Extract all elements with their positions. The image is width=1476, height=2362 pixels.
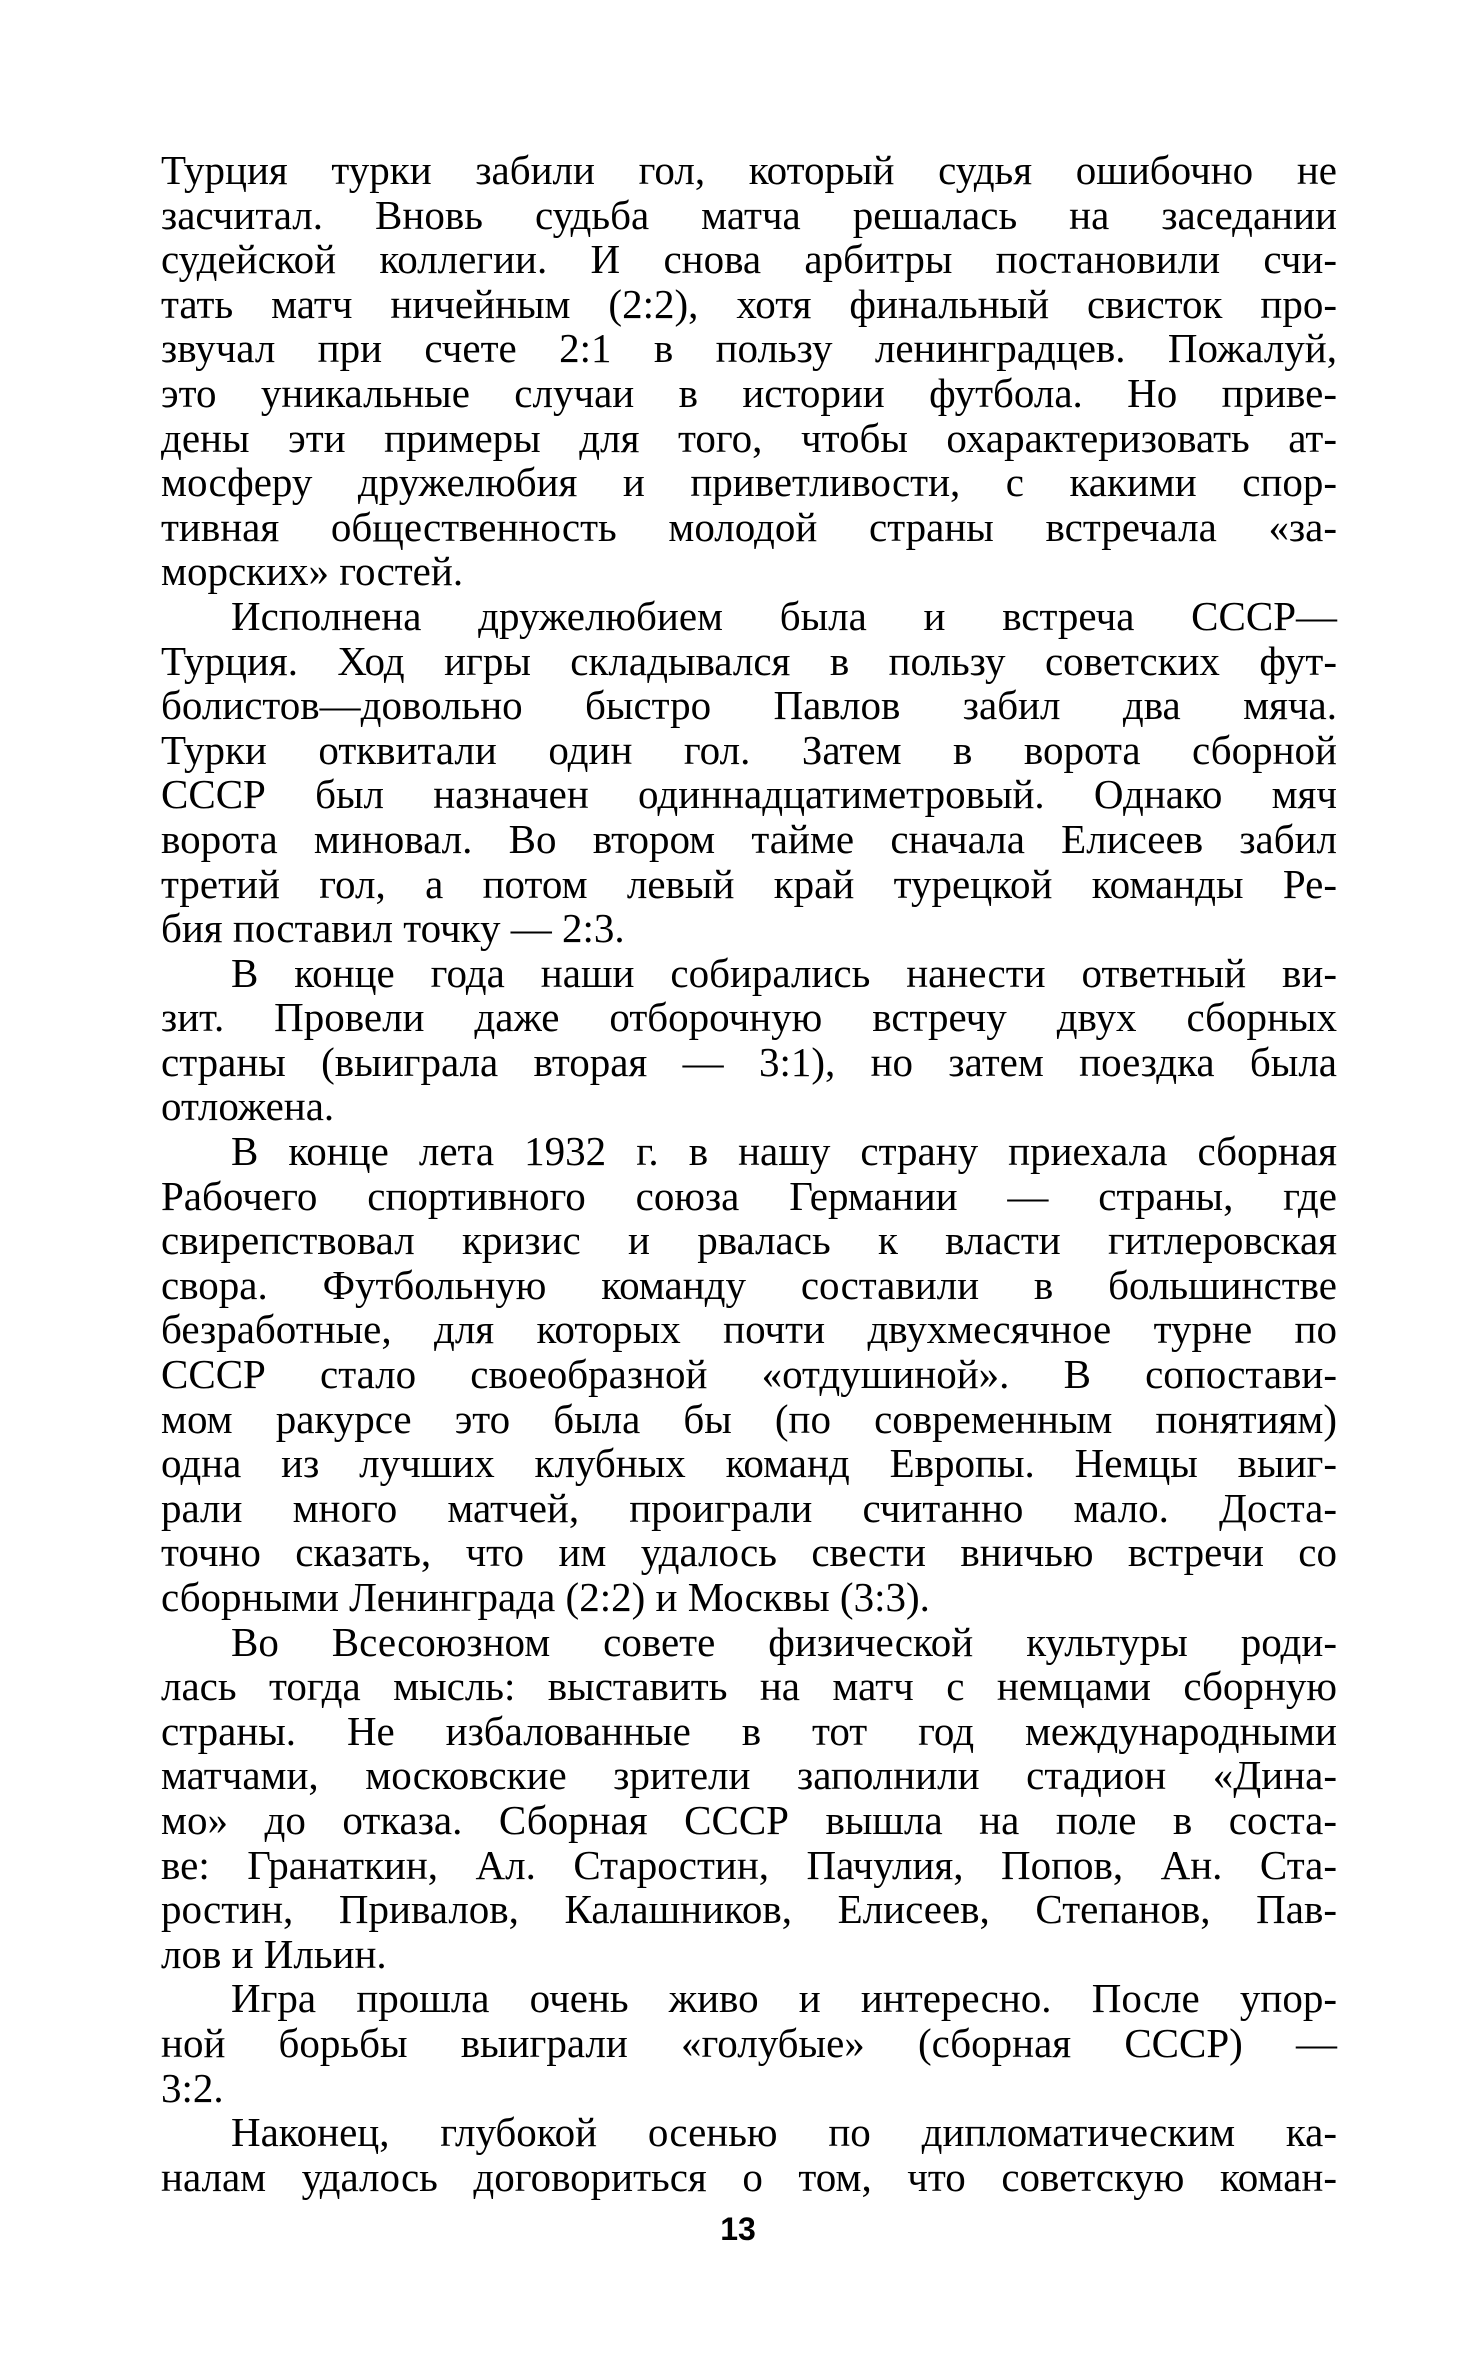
text-line: страны (выиграла вторая — 3:1), но затем поездка была xyxy=(161,1038,1337,1085)
text-line: ростин, Привалов, Калашников, Елисеев, Степанов, Пав- xyxy=(161,1886,1337,1933)
text-line: это уникальные случаи в истории футбола. Но приве- xyxy=(161,369,1337,416)
text-line: лов и Ильин. xyxy=(161,1930,387,1977)
text-line: СССР был назначен одиннадцатиметровый. Однако мяч xyxy=(161,771,1337,818)
text-line: рали много матчей, проиграли считанно мало. Доста- xyxy=(161,1484,1337,1531)
text-line: ворота миновал. Во втором тайме сначала Елисеев забил xyxy=(161,815,1337,862)
text-line: Турция турки забили гол, который судья ошибочно не xyxy=(161,147,1337,193)
text-line: дены эти примеры для того, чтобы охарактеризовать ат- xyxy=(161,414,1337,461)
text-line: ве: Гранаткин, Ал. Старостин, Пачулия, Попов, Ан. Ста- xyxy=(161,1841,1337,1888)
text-line: тивная общественность молодой страны встречала «за- xyxy=(161,503,1337,550)
text-line: безработные, для которых почти двухмесячное турне по xyxy=(161,1306,1337,1353)
text-line: зит. Провели даже отборочную встречу двух сборных xyxy=(161,994,1337,1041)
text-line: Турция. Ход игры складывался в пользу советских фут- xyxy=(161,637,1337,684)
text-line: болистов—довольно быстро Павлов забил два мяча. xyxy=(161,682,1337,729)
text-line: В конце года наши собирались нанести ответный ви- xyxy=(231,949,1337,996)
text-line: мосферу дружелюбия и приветливости, с какими спор- xyxy=(161,459,1337,506)
text-line: Исполнена дружелюбием была и встреча СССР— xyxy=(231,592,1337,639)
text-line: свора. Футбольную команду составили в большинстве xyxy=(161,1261,1337,1308)
text-line: Игра прошла очень живо и интересно. После упор- xyxy=(231,1975,1337,2022)
text-line: Турки отквитали один гол. Затем в ворота сборной xyxy=(161,726,1337,773)
text-line: Во Всесоюзном совете физической культуры роди- xyxy=(231,1618,1337,1665)
text-line: засчитал. Вновь судьба матча решалась на заседании xyxy=(161,191,1337,238)
text-line: мо» до отказа. Сборная СССР вышла на поле в соста- xyxy=(161,1796,1337,1843)
text-line: матчами, московские зрители заполнили стадион «Дина- xyxy=(161,1752,1337,1799)
text-line: страны. Не избалованные в тот год международными xyxy=(161,1707,1337,1754)
body-text xyxy=(161,148,1337,2199)
text-line: налам удалось договориться о том, что советскую коман- xyxy=(161,2153,1337,2200)
text-line: лась тогда мысль: выставить на матч с немцами сборную xyxy=(161,1663,1337,1710)
text-line: судейской коллегии. И снова арбитры постановили счи- xyxy=(161,236,1337,283)
text-line: свирепствовал кризис и рвалась к власти гитлеровская xyxy=(161,1217,1337,1264)
text-line: Наконец, глубокой осенью по дипломатическим ка- xyxy=(231,2109,1337,2156)
text-line: 3:2. xyxy=(161,2064,224,2111)
text-line: В конце лета 1932 г. в нашу страну приехала сборная xyxy=(231,1128,1337,1175)
text-line: отложена. xyxy=(161,1083,335,1130)
text-line: ной борьбы выиграли «голубые» (сборная СССР) — xyxy=(161,2019,1337,2066)
text-line: морских» гостей. xyxy=(161,548,464,595)
text-line: мом ракурсе это была бы (по современным понятиям) xyxy=(161,1395,1337,1442)
text-line: Рабочего спортивного союза Германии — страны, где xyxy=(161,1172,1337,1219)
text-line: третий гол, а потом левый край турецкой команды Ре- xyxy=(161,860,1337,907)
text-line: сборными Ленинграда (2:2) и Москвы (3:3). xyxy=(161,1574,930,1620)
text-line: звучал при счете 2:1 в пользу ленинградцев. Пожалуй, xyxy=(161,325,1337,372)
text-line: бия поставил точку — 2:3. xyxy=(161,905,625,952)
text-line: СССР стало своеобразной «отдушиной». В сопостави- xyxy=(161,1351,1337,1398)
text-line: точно сказать, что им удалось свести вничью встречи со xyxy=(161,1529,1337,1576)
text-line: одна из лучших клубных команд Европы. Немцы выиг- xyxy=(161,1440,1337,1487)
page-number: 13 xyxy=(720,2211,756,2247)
text-line: тать матч ничейным (2:2), хотя финальный свисток про- xyxy=(161,280,1337,327)
